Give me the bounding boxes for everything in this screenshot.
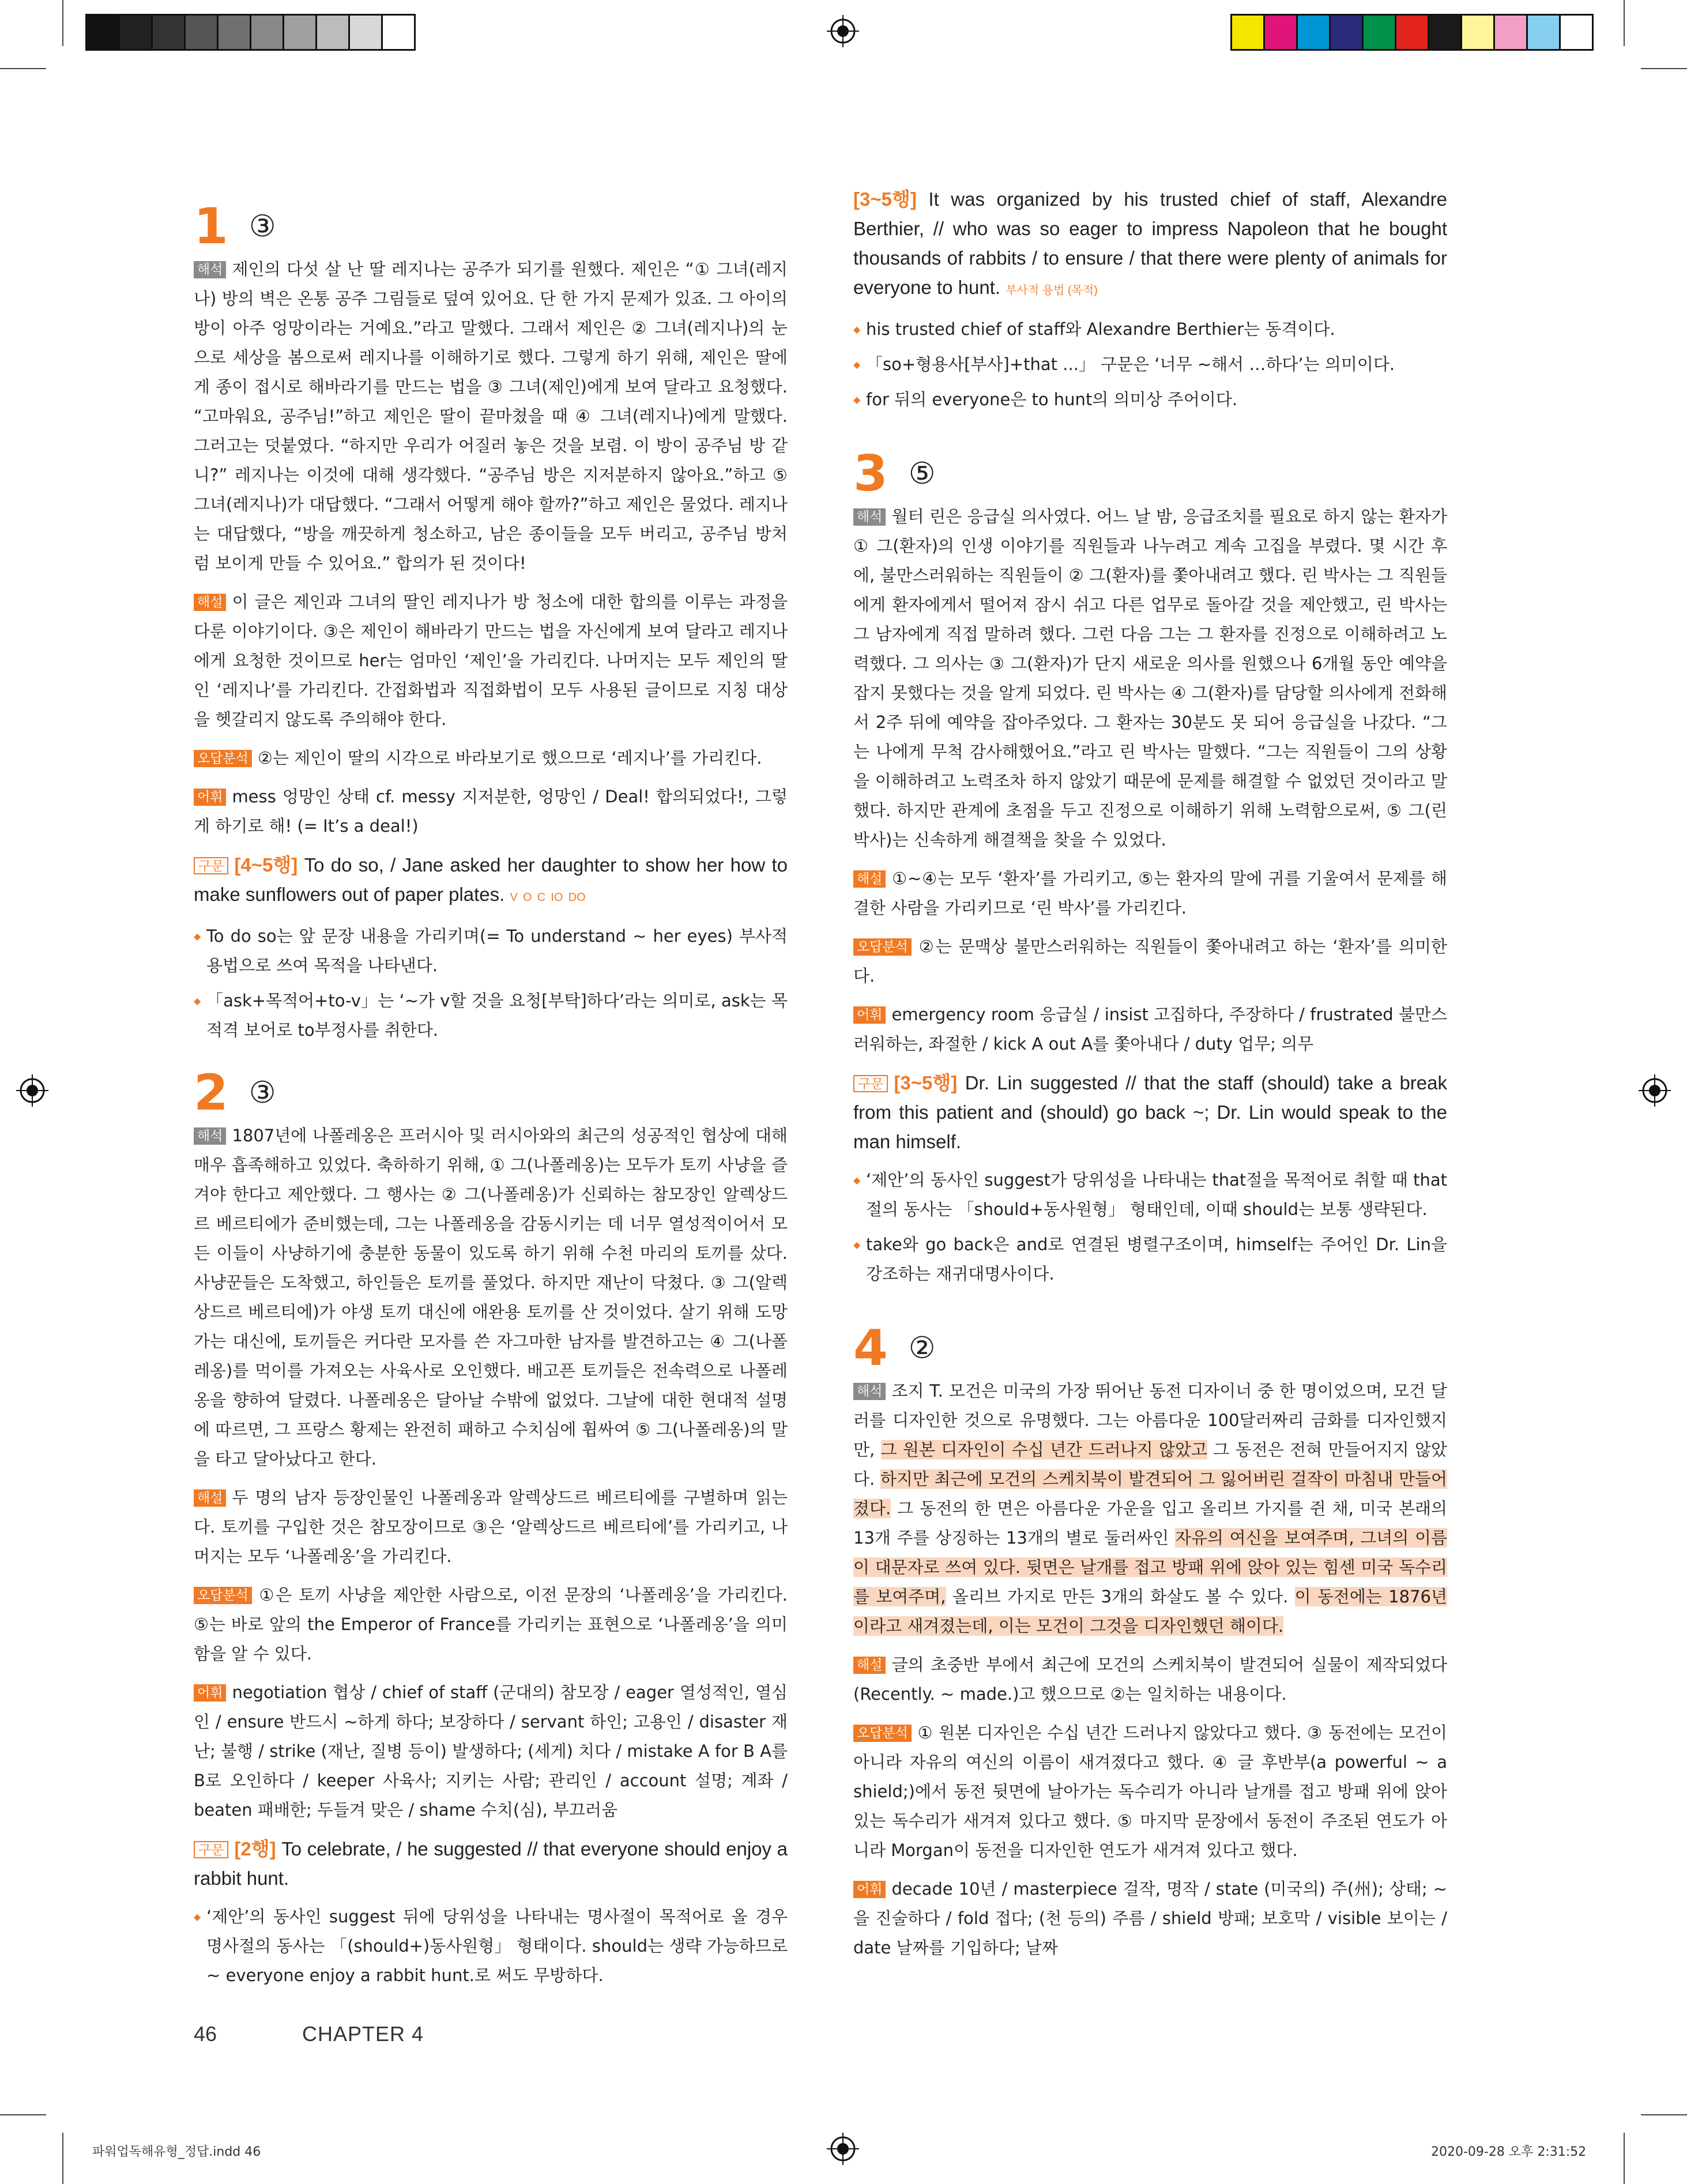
color-swatch <box>85 14 118 51</box>
grammar-note: ◆ ‘제안’의 동사인 suggest 뒤에 당위성을 나타내는 명사절이 목적어로 올 경우 명사절의 동사는 「(should+)동사원형」 형태이다. should는 생략 가능하므로 ~ everyone enjoy a rabbit hunt.로 써도 무방하다. <box>194 1902 788 1990</box>
vocab-paragraph <box>194 782 788 841</box>
crop-mark <box>1641 68 1687 69</box>
question-3 <box>853 445 1447 1289</box>
highlighted-text: 그 원본 디자인이 수십 년간 드러나지 않았고 <box>880 1440 1208 1459</box>
grammar-note: ◆ ‘제안’의 동사인 suggest가 당위성을 나타내는 that절을 목적어로 취할 때 that절의 동사는 「should+동사원형」 형태인데, 이때 should는 보통 생략된다. <box>853 1165 1447 1224</box>
translation-text: 올리브 가지로 만든 3개의 화살도 볼 수 있다. <box>946 1587 1295 1606</box>
color-swatch <box>381 14 416 51</box>
answer-mark: ③ <box>248 209 276 244</box>
question-header <box>194 198 788 255</box>
grammar-lines: [4~5행] <box>234 854 298 876</box>
page-number: 46 <box>194 2022 217 2046</box>
vocab-paragraph <box>853 1000 1447 1059</box>
left-column <box>194 184 788 1996</box>
color-swatch <box>1526 14 1559 51</box>
crop-mark <box>0 2114 46 2115</box>
vocab-text: negotiation 협상 / chief of staff (군대의) 참모장 / eager 열성적인, 열심인 / ensure 반드시 ~하게 하다; 보장하다 / servant 하인; 고용인 / disaster 재난; 불행 / strike (재난, 질병 등이) 발생하다; (세게) 치다 / mistake A for B A를 B로 오인하다 / keeper 사육사; 지키는 사람; 관리인 / account 설명; 계좌 / beaten 패배한; 두들겨 맞은 / shame 수치(심), 부끄러움 <box>194 1683 788 1820</box>
translation-text: 1807년에 나폴레옹은 프러시아 및 러시아와의 최근의 성공적인 협상에 대해 매우 흡족해하고 있었다. 축하하기 위해, ① 그(나폴레옹)는 모두가 토끼 사냥을 즐겨야 한다고 제안했다. 그 행사는 ② 그(나폴레옹)가 신뢰하는 참모장인 알렉상드르 베르티에가 준비했는데, 그는 나폴레옹을 감동시키는 데 너무 열성적이어서 모든 이들이 사냥하기에 충분한 동물이 있도록 하기 위해 수천 마리의 토끼를 샀다. 사냥꾼들은 도착했고, 하인들은 토끼를 풀었다. 하지만 재난이 닥쳤다. ③ 그(알렉상드르 베르티에)가 야생 토끼 대신에 애완용 토끼를 산 것이었다. 살기 위해 도망가는 대신에, 토끼들은 커다란 모자를 쓴 자그마한 남자를 발견하고는 ④ 그(나폴레옹)를 먹이를 가져오는 사육사로 오인했다. 배고픈 토끼들은 전속력으로 나폴레옹을 향하여 달렸다. 나폴레옹은 달아날 수밖에 없었다. 그날에 대한 현대적 설명에 따르면, 그 프랑스 황제는 완전히 패하고 수치심에 휩싸여 ⑤ 그(나폴레옹)의 말을 타고 달아났다고 한다. <box>194 1126 788 1469</box>
error-analysis-text: ②는 문맥상 불만스러워하는 직원들이 쫓아내려고 하는 ‘환자’를 의미한다. <box>853 937 1447 986</box>
translation-paragraph <box>853 1376 1447 1641</box>
grammar-lines: [2행] <box>234 1838 276 1859</box>
question-header <box>194 1064 788 1122</box>
grammar-tag: 구문 <box>194 857 228 874</box>
registration-mark-icon <box>827 15 859 47</box>
crop-mark <box>1624 0 1625 46</box>
color-swatch <box>1296 14 1329 51</box>
color-swatch <box>184 14 217 51</box>
translation-text: 월터 린은 응급실 의사였다. 어느 날 밤, 응급조치를 필요로 하지 않는 환자가 ① 그(환자)의 인생 이야기를 직원들과 나누려고 계속 고집을 부렸다. 몇 시간 후에, 불만스러워하는 직원들이 ② 그(환자)를 쫓아내려고 했다. 린 박사는 그 직원들에게 환자에게서 떨어져 잠시 쉬고 다른 업무로 돌아갈 것을 제안했고, 린 박사는 그 남자에게 직접 말하려 했다. 그런 다음 그는 그 환자를 진정으로 이해하려고 노력했다. 그 의사는 ③ 그(환자)가 단지 새로운 의사를 원했으나 6개월 동안 예약을 잡지 못했다는 것을 알게 되었다. 린 박사는 ④ 그(환자)를 담당할 의사에게 전화해서 2주 뒤에 예약을 잡아주었다. 그 환자는 30분도 못 되어 응급실을 나갔다. “그는 나에게 무척 감사해했어요.”라고 린 박사는 말했다. “그는 직원들이 그의 상황을 이해하려고 노력조차 하지 않았기 때문에 문제를 해결할 수 없었던 것이라고 말했다. 하지만 관계에 초점을 두고 진정으로 이해하기 위해 노력함으로써, ⑤ 그(린 박사)는 신속하게 해결책을 찾을 수 있었다. <box>853 507 1447 850</box>
question-number: 3 <box>853 445 888 503</box>
explanation-paragraph <box>194 1483 788 1571</box>
error-analysis-tag: 오답분석 <box>194 750 252 767</box>
file-slug: 파워업독해유형_정답.indd 46 <box>92 2145 261 2159</box>
color-swatch <box>1263 14 1296 51</box>
translation-text: 그 동전은 전혀 만들어지지 않았다. <box>853 1440 1447 1489</box>
registration-mark-icon <box>827 2133 859 2165</box>
color-swatch <box>1428 14 1460 51</box>
translation-text: 제인의 다섯 살 난 딸 레지나는 공주가 되기를 원했다. 제인은 “① 그녀(레지나) 방의 벽은 온통 공주 그림들로 덮여 있어요. 단 한 가지 문제가 있죠. 그 아이의 방이 아주 엉망이라는 거예요.”라고 말했다. 그래서 제인은 ② 그녀(레지나)의 눈으로 세상을 봄으로써 레지나를 이해하기로 했다. 그렇게 하기 위해, 제인은 딸에게 종이 접시로 해바라기를 만드는 법을 ③ 그녀(제인)에게 보여 달라고 요청했다. “고마워요, 공주님!”하고 제인은 딸이 끝마쳤을 때 ④ 그녀(레지나)에게 말했다. 그러고는 덧붙였다. “하지만 우리가 어질러 놓은 것을 보렴. 이 방이 공주님 방 같니?” 레지나는 이것에 대해 생각했다. “공주님 방은 지저분하지 않아요.”하고 ⑤ 그녀(레지나)가 대답했다. “그래서 어떻게 해야 할까?”하고 제인은 물었다. 레지나는 대답했다, “방을 깨끗하게 청소하고, 남은 종이들을 모두 버리고, 공주님 방처럼 보이게 만들 수 있어요.” 합의가 된 것이다! <box>194 259 788 573</box>
translation-text: 조지 T. 모건은 미국의 가장 뛰어난 동전 디자이너 중 한 명이었으며, 모건 달러를 디자인한 것으로 유명했다. 그는 아름다운 100달러짜리 금화를 디자인했지만, <box>853 1381 1447 1459</box>
chapter-label: CHAPTER 4 <box>302 2022 424 2046</box>
question-2-continued <box>853 184 1447 414</box>
translation-tag: 해석 <box>853 1383 886 1400</box>
grammar-note: ◆ To do so는 앞 문장 내용을 가리키며(= To understand ~ her eyes) 부사적 용법으로 쓰여 목적을 나타낸다. <box>194 922 788 980</box>
highlighted-text: 하지만 최근에 모건의 스케치북이 발견되어 그 잃어버린 걸작이 마침내 만들어졌다. <box>853 1469 1448 1518</box>
vocab-tag: 어휘 <box>194 789 226 806</box>
grammar-mark-o: O <box>522 891 532 904</box>
error-analysis-text: ① 원본 디자인은 수십 년간 드러나지 않았다고 했다. ③ 동전에는 모건이 아니라 자유의 여신의 이름이 새겨졌다고 했다. ④ 글 후반부(a powerful ~ a shield;)에서 동전 뒷면에 날아가는 독수리가 아니라 날개를 접고 방패 위에 앉아 있는 독수리가 새겨져 있다고 했다. ⑤ 마지막 문장에서 동전이 주조된 연도가 아니라 Morgan이 동전을 디자인한 연도가 새겨져 있다고 했다. <box>853 1723 1447 1860</box>
explanation-tag: 해설 <box>194 1489 226 1507</box>
explanation-text: 두 명의 남자 등장인물인 나폴레옹과 알렉상드르 베르티에를 구별하며 읽는다. 토끼를 구입한 것은 참모장이므로 ③은 ‘알렉상드르 베르티에’를 가리키고, 나머지는 모두 ‘나폴레옹’을 가리킨다. <box>194 1488 788 1566</box>
question-header <box>853 1319 1447 1377</box>
grammar-mark-v: V <box>510 891 518 904</box>
crop-mark <box>1641 2114 1687 2115</box>
color-swatch <box>1230 14 1263 51</box>
grammar-sentence: To do so, / Jane asked her daughter to show her how to make sunflowers out of paper plates. <box>194 854 788 905</box>
error-analysis-text: ②는 제인이 딸의 시각으로 바라보기로 했으므로 ‘레지나’를 가리킨다. <box>257 748 762 768</box>
crop-mark <box>1624 2133 1625 2184</box>
grammar-note: ◆ for 뒤의 everyone은 to hunt의 의미상 주어이다. <box>853 385 1447 414</box>
color-swatch <box>1460 14 1493 51</box>
explanation-tag: 해설 <box>853 1657 886 1674</box>
grammar-paragraph <box>194 1834 788 1893</box>
explanation-text: 글의 초중반 부에서 최근에 모건의 스케치북이 발견되어 실물이 제작되었다 (Recently. ~ made.)고 했으므로 ②는 일치하는 내용이다. <box>853 1655 1447 1704</box>
grammar-note: ◆ his trusted chief of staff와 Alexandre Berthier는 동격이다. <box>853 315 1447 344</box>
error-analysis-paragraph <box>853 1718 1447 1865</box>
color-swatch <box>118 14 151 51</box>
question-2 <box>194 1064 788 1990</box>
grammar-lines: [3~5행] <box>853 188 917 210</box>
answer-mark: ⑤ <box>908 457 936 491</box>
grammar-tag: 구문 <box>853 1075 888 1092</box>
vocab-text: mess 엉망인 상태 cf. messy 지저분한, 엉망인 / Deal! 합의되었다!, 그렇게 하기로 해! (= It’s a deal!) <box>194 787 788 836</box>
grammar-paragraph <box>853 1068 1447 1156</box>
explanation-tag: 해설 <box>853 870 886 888</box>
grammar-mark-io: IO <box>551 891 563 904</box>
vocab-text: emergency room 응급실 / insist 고집하다, 주장하다 / frustrated 불만스러워하는, 좌절한 / kick A out A를 쫓아내다 / duty 업무; 의무 <box>853 1005 1447 1054</box>
question-number: 1 <box>194 198 228 255</box>
grammar-note: ◆ 「ask+목적어+to-v」는 ‘~가 v할 것을 요청[부탁]하다’라는 의미로, ask는 목적격 보어로 to부정사를 취한다. <box>194 986 788 1045</box>
registration-mark-icon <box>16 1074 48 1107</box>
color-swatch <box>1493 14 1526 51</box>
error-analysis-paragraph <box>194 1581 788 1669</box>
translation-tag: 해석 <box>194 261 226 278</box>
color-swatch <box>250 14 283 51</box>
question-1 <box>194 198 788 1045</box>
color-swatch <box>315 14 348 51</box>
vocab-paragraph <box>194 1678 788 1825</box>
color-swatch <box>1559 14 1594 51</box>
translation-paragraph <box>853 502 1447 855</box>
error-analysis-tag: 오답분석 <box>853 938 912 956</box>
color-swatch <box>283 14 315 51</box>
crop-mark <box>62 2133 63 2184</box>
grammar-tag: 구문 <box>194 1841 228 1858</box>
timestamp-slug: 2020-09-28 오후 2:31:52 <box>1431 2145 1587 2159</box>
question-number: 2 <box>194 1064 228 1122</box>
color-swatch <box>151 14 184 51</box>
explanation-text: 이 글은 제인과 그녀의 딸인 레지나가 방 청소에 대한 합의를 이루는 과정을 다룬 이야기이다. ③은 제인이 해바라기 만드는 법을 자신에게 보여 달라고 레지나에게 요청한 것이므로 her는 엄마인 ‘제인’을 가리킨다. 나머지는 모두 제인의 딸인 ‘레지나’를 가리킨다. 간접화법과 직접화법이 모두 사용된 글이므로 지칭 대상을 헷갈리지 않도록 주의해야 한다. <box>194 592 788 729</box>
question-4 <box>853 1319 1448 1963</box>
translation-tag: 해석 <box>853 508 886 526</box>
grammar-mark-c: C <box>537 891 546 904</box>
highlighted-text: 자유의 여신을 보여주며, 그녀의 이름이 대문자로 쓰여 있다. 뒷면은 날개를 접고 방패 위에 앉아 있는 힘센 미국 독수리를 보여주며, <box>853 1528 1447 1606</box>
color-swatch <box>348 14 381 51</box>
grammar-sentence: It was organized by his trusted chief of staff, Alexandre Berthier, // who was so eager to impress Napoleon that he bought thousands of rabbits / to ensure / that there were plenty of animals for everyone to hunt. <box>853 188 1448 298</box>
color-swatch <box>1329 14 1362 51</box>
grammar-note: ◆ take와 go back은 and로 연결된 병렬구조이며, himself는 주어인 Dr. Lin을 강조하는 재귀대명사이다. <box>853 1230 1447 1289</box>
explanation-tag: 해설 <box>194 594 226 611</box>
crop-mark <box>0 68 46 69</box>
color-swatch <box>217 14 250 51</box>
grammar-mark-do: DO <box>568 891 586 904</box>
grammar-paragraph <box>853 184 1447 305</box>
vocab-tag: 어휘 <box>853 1006 886 1024</box>
grammar-paragraph <box>194 850 788 912</box>
question-number: 4 <box>853 1319 888 1377</box>
translation-text: 그 동전의 한 면은 아름다운 가운을 입고 올리브 가지를 쥔 채, 미국 본래의 13개 주를 상징하는 13개의 별로 둘러싸인 <box>853 1499 1447 1548</box>
vocab-tag: 어휘 <box>853 1881 886 1898</box>
error-analysis-paragraph <box>194 744 788 773</box>
explanation-paragraph <box>853 864 1447 923</box>
vocab-paragraph <box>853 1874 1447 1963</box>
grammar-note: ◆ 「so+형용사[부사]+that ...」 구문은 ‘너무 ~해서 …하다’는 의미이다. <box>853 350 1447 379</box>
explanation-paragraph <box>853 1650 1447 1709</box>
grammar-sentence: Dr. Lin suggested // that the staff (should) take a break from this patient and (should) go back ~; Dr. Lin would speak to the man himself. <box>853 1072 1447 1152</box>
grammar-lines: [3~5행] <box>894 1072 958 1093</box>
crop-mark <box>62 0 63 46</box>
error-analysis-tag: 오답분석 <box>853 1725 912 1742</box>
right-column <box>853 184 1447 1972</box>
translation-paragraph <box>194 255 788 578</box>
error-analysis-paragraph <box>853 932 1447 991</box>
color-swatch-bar <box>1230 14 1594 51</box>
explanation-paragraph <box>194 587 788 734</box>
answer-mark: ③ <box>248 1076 276 1110</box>
translation-paragraph <box>194 1121 788 1474</box>
grey-swatch-bar <box>85 14 416 51</box>
color-swatch <box>1395 14 1428 51</box>
color-swatch <box>1362 14 1395 51</box>
grammar-sentence: To celebrate, / he suggested // that everyone should enjoy a rabbit hunt. <box>194 1838 788 1889</box>
grammar-label: 부사적 용법 (목적) <box>1006 284 1098 297</box>
translation-tag: 해석 <box>194 1127 226 1145</box>
error-analysis-tag: 오답분석 <box>194 1587 252 1604</box>
vocab-text: decade 10년 / masterpiece 걸작, 명작 / state (미국의) 주(州); 상태; ~을 진술하다 / fold 접다; (천 등의) 주름 / shield 방패; 보호막 / visible 보이는 / date 날짜를 기입하다; 날짜 <box>853 1879 1447 1957</box>
registration-mark-icon <box>1639 1074 1671 1107</box>
vocab-tag: 어휘 <box>194 1684 226 1702</box>
answer-mark: ② <box>908 1331 936 1366</box>
highlighted-text: 이 동전에는 1876년이라고 새겨졌는데, 이는 모건이 그것을 디자인했던 해이다. <box>853 1587 1447 1636</box>
error-analysis-text: ①은 토끼 사냥을 제안한 사람으로, 이전 문장의 ‘나폴레옹’을 가리킨다. ⑤는 바로 앞의 the Emperor of France를 가리키는 표현으로 ‘나폴레옹’을 의미함을 알 수 있다. <box>194 1585 788 1664</box>
question-header <box>853 445 1447 503</box>
explanation-text: ①~④는 모두 ‘환자’를 가리키고, ⑤는 환자의 말에 귀를 기울여서 문제를 해결한 사람을 가리키므로 ‘린 박사’를 가리킨다. <box>853 869 1447 918</box>
